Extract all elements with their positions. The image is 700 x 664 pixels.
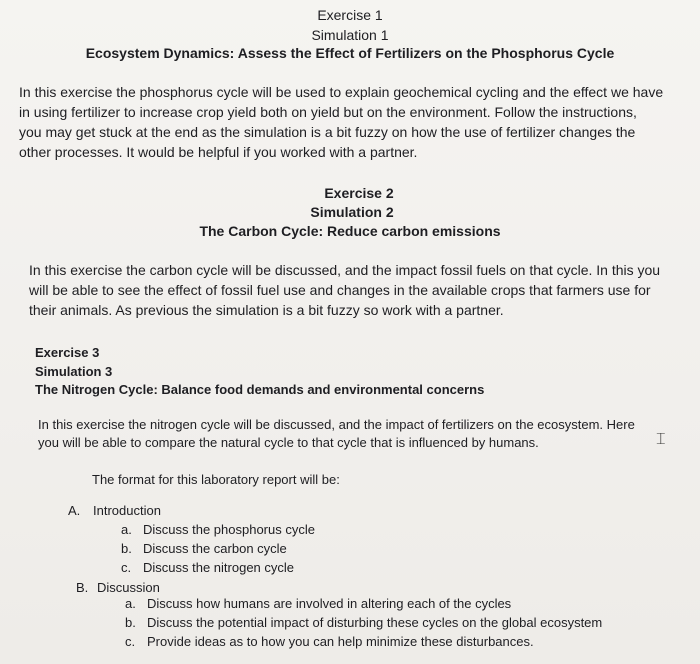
exercise3-subtitle: The Nitrogen Cycle: Balance food demands and environmental concerns: [35, 382, 485, 397]
exercise2-line: In this exercise the carbon cycle will be discussed, and the impact fossil fuels on that cycle. In this you: [29, 262, 661, 278]
exercise2-simulation: Simulation 2: [310, 204, 394, 220]
exercise1-subtitle: Ecosystem Dynamics: Assess the Effect of Fertilizers on the Phosphorus Cycle: [85, 45, 615, 61]
text-cursor-icon: ⌶: [656, 431, 666, 448]
exercise1-line: you may get stuck at the end as the simulation is a bit fuzzy on how the use of fertilizer changes the: [19, 124, 636, 140]
list-item: Discuss how humans are involved in altering each of the cycles: [147, 596, 512, 611]
exercise1-line: In this exercise the phosphorus cycle will be used to explain geochemical cycling and the effect we have: [19, 84, 664, 100]
section-label: Discussion: [97, 580, 160, 595]
exercise1-line: in using fertilizer to increase crop yield both on yield but on the environment. Follow the instructions,: [19, 104, 637, 120]
list-item: Discuss the carbon cycle: [143, 541, 287, 556]
exercise3-simulation: Simulation 3: [35, 364, 113, 379]
list-marker: a.: [125, 596, 136, 611]
list-marker: c.: [125, 634, 136, 649]
section-marker: A.: [68, 503, 81, 518]
exercise3-line: you will be able to compare the natural cycle to that cycle that is influenced by humans.: [38, 435, 539, 450]
section-label: Introduction: [93, 503, 161, 518]
list-item: Discuss the nitrogen cycle: [143, 560, 295, 575]
exercise1-title: Exercise 1: [317, 7, 383, 23]
list-item: Discuss the potential impact of disturbing these cycles on the global ecosystem: [147, 615, 603, 630]
list-item: Discuss the phosphorus cycle: [143, 522, 315, 537]
exercise3-title: Exercise 3: [35, 345, 100, 360]
list-marker: b.: [125, 615, 136, 630]
exercise2-line: will be able to see the effect of fossil fuel use and changes in the available crops that farmers use for: [29, 282, 651, 298]
list-marker: c.: [121, 560, 132, 575]
exercise3-line: In this exercise the nitrogen cycle will be discussed, and the impact of fertilizers on the ecosystem. Here: [38, 417, 635, 432]
exercise2-title: Exercise 2: [324, 185, 394, 201]
list-marker: b.: [121, 541, 132, 556]
section-marker: B.: [76, 580, 89, 595]
exercise1-simulation: Simulation 1: [311, 27, 389, 43]
list-item: Provide ideas as to how you can help minimize these disturbances.: [147, 634, 534, 649]
format-intro: The format for this laboratory report will be:: [92, 472, 340, 487]
list-marker: a.: [121, 522, 132, 537]
exercise1-line: other processes. It would be helpful if you worked with a partner.: [19, 144, 418, 160]
exercise2-line: their animals. As previous the simulation is a bit fuzzy so work with a partner.: [29, 302, 504, 318]
exercise2-subtitle: The Carbon Cycle: Reduce carbon emissions: [199, 223, 501, 239]
